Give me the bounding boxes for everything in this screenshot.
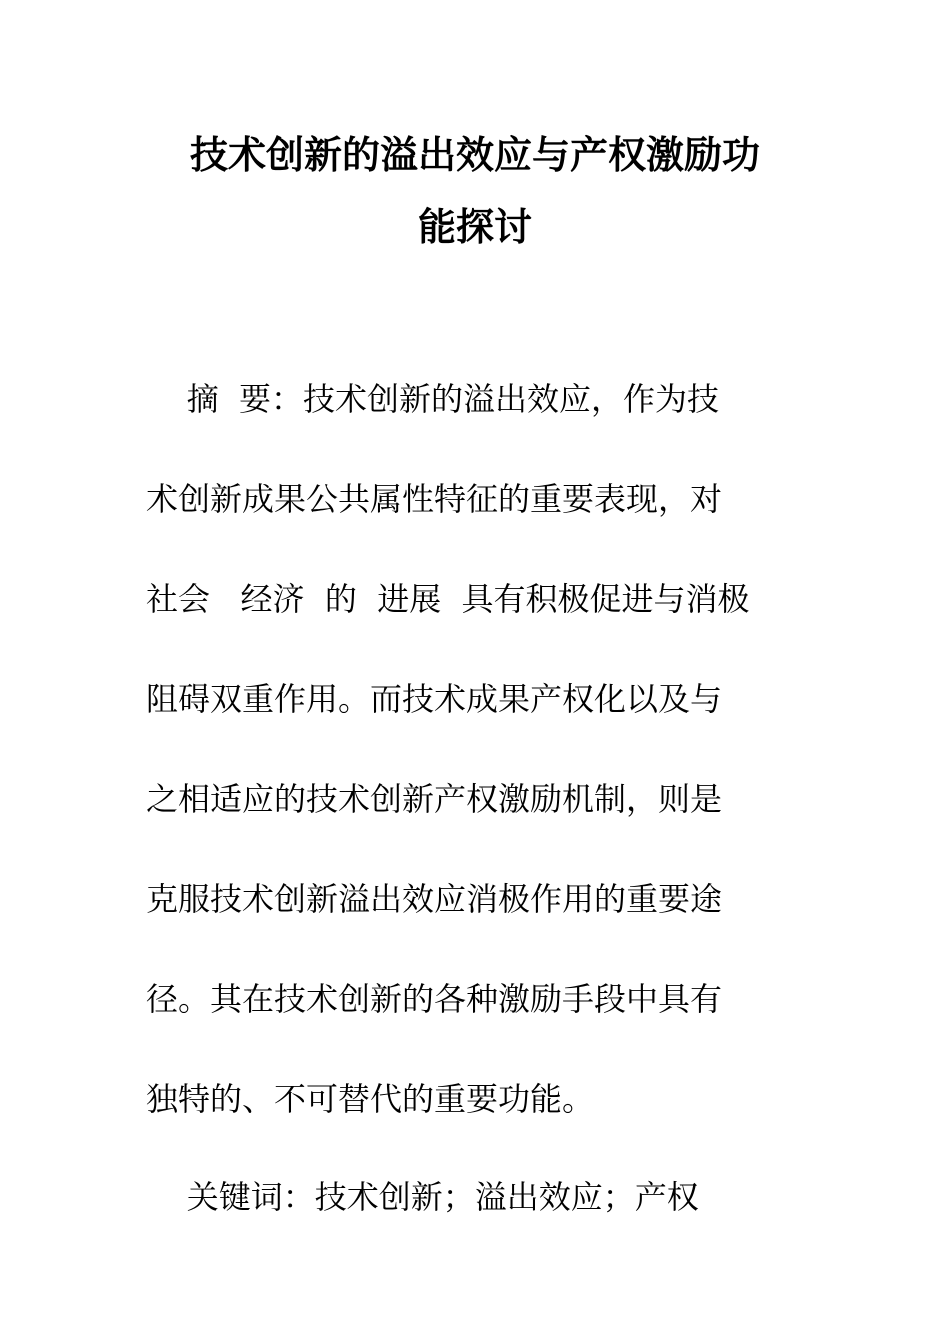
abstract-line: 独特的、不可替代的重要功能。 [146, 1080, 595, 1118]
abstract-line: 社会 经济 的 进展 具有积极促进与消极 [146, 580, 750, 618]
document-title-line-2: 能探讨 [417, 205, 532, 249]
abstract-line: 之相适应的技术创新产权激励机制，则是 [146, 780, 723, 818]
abstract-line: 克服技术创新溢出效应消极作用的重要途 [146, 880, 723, 918]
document-title-line-1: 技术创新的溢出效应与产权激励功 [189, 133, 760, 177]
abstract-line: 阻碍双重作用。而技术成果产权化以及与 [146, 680, 723, 718]
keywords-line: 关键词：技术创新；溢出效应；产权 [146, 1178, 699, 1216]
abstract-line: 径。其在技术创新的各种激励手段中具有 [146, 980, 723, 1018]
abstract-line: 术创新成果公共属性特征的重要表现，对 [146, 480, 723, 518]
abstract-line: 摘 要：技术创新的溢出效应，作为技 [146, 380, 720, 418]
